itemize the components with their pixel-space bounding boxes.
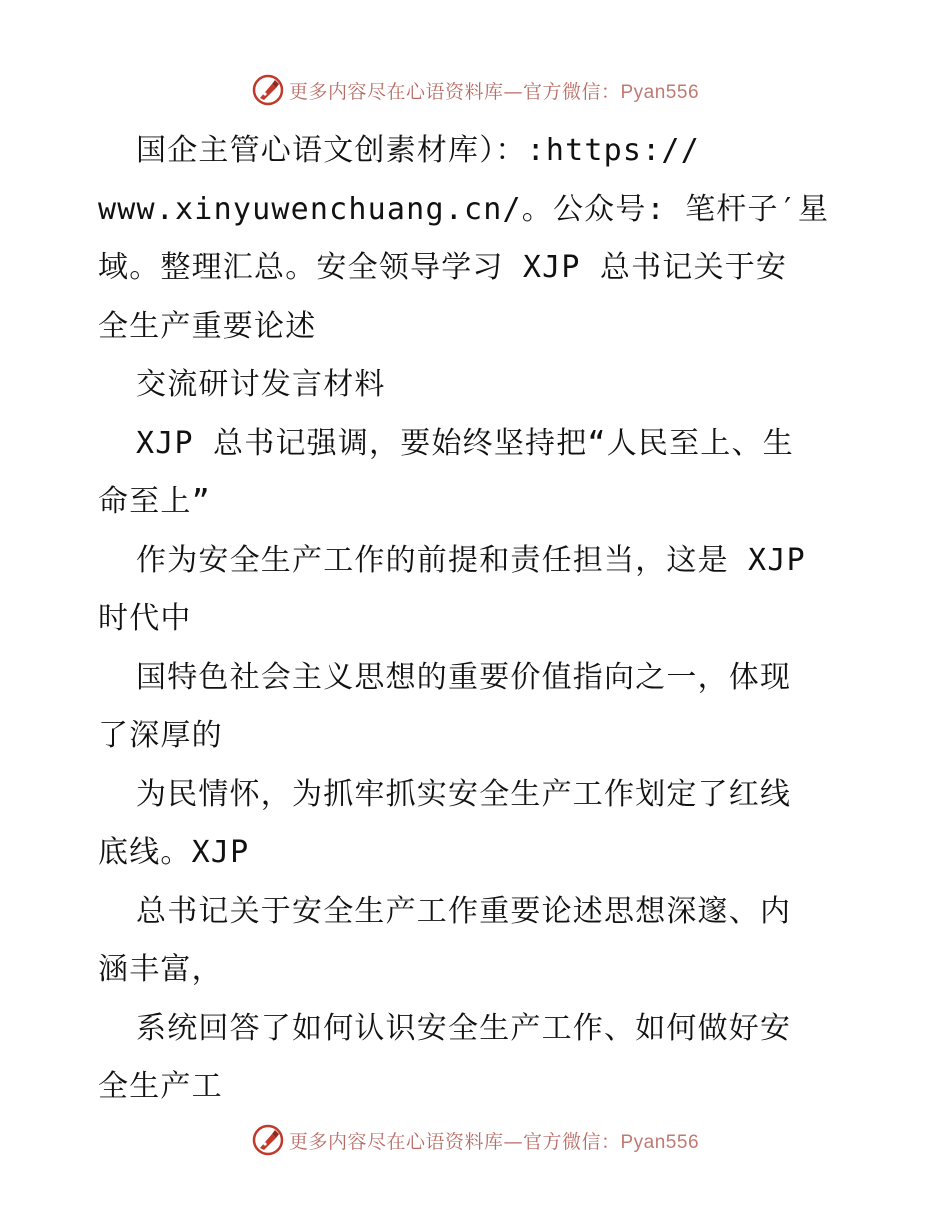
text-line: 国特色社会主义思想的重要价值指向之一，体现: [136, 659, 792, 695]
text-line: www.xinyuwenchuang.cn/。公众号: 笔杆子′星: [98, 191, 830, 227]
footer-watermark: [0, 1120, 950, 1160]
watermark-group: [251, 1123, 699, 1157]
text-line: 总书记关于安全生产工作重要论述思想深邃、内: [136, 893, 792, 929]
text-line: 了深厚的: [98, 718, 223, 753]
text-line: 系统回答了如何认识安全生产工作、如何做好安: [136, 1010, 792, 1046]
text-line: XJP 总书记强调，要始终坚持把“人民至上、生: [136, 425, 794, 461]
watermark-text: 更多内容尽在心语资料库—官方微信：Pyan556: [288, 1130, 700, 1153]
text-line: 底线。XJP: [98, 835, 250, 870]
text-line: 命至上”: [98, 484, 211, 519]
text-line: 为民情怀，为抓牢抓实安全生产工作划定了红线: [136, 776, 792, 812]
header-watermark: [0, 70, 950, 110]
text-line: 交流研讨发言材料: [136, 367, 386, 402]
text-line: 全生产重要论述: [98, 308, 317, 344]
document-body: [98, 122, 858, 1117]
watermark-text: 更多内容尽在心语资料库—官方微信：Pyan556: [288, 80, 700, 103]
watermark-group: [251, 73, 699, 107]
text-line: 全生产工: [98, 1069, 223, 1104]
text-line: 国企主管心语文创素材库）：:https://: [136, 133, 700, 168]
text-line: 时代中: [98, 601, 192, 636]
text-line: 作为安全生产工作的前提和责任担当，这是 XJP: [136, 542, 806, 578]
pen-nib-logo-icon: [251, 1123, 285, 1157]
text-line: 涵丰富，: [98, 952, 223, 987]
pen-nib-logo-icon: [251, 73, 285, 107]
text-line: 域。整理汇总。安全领导学习 XJP 总书记关于安: [98, 250, 788, 285]
